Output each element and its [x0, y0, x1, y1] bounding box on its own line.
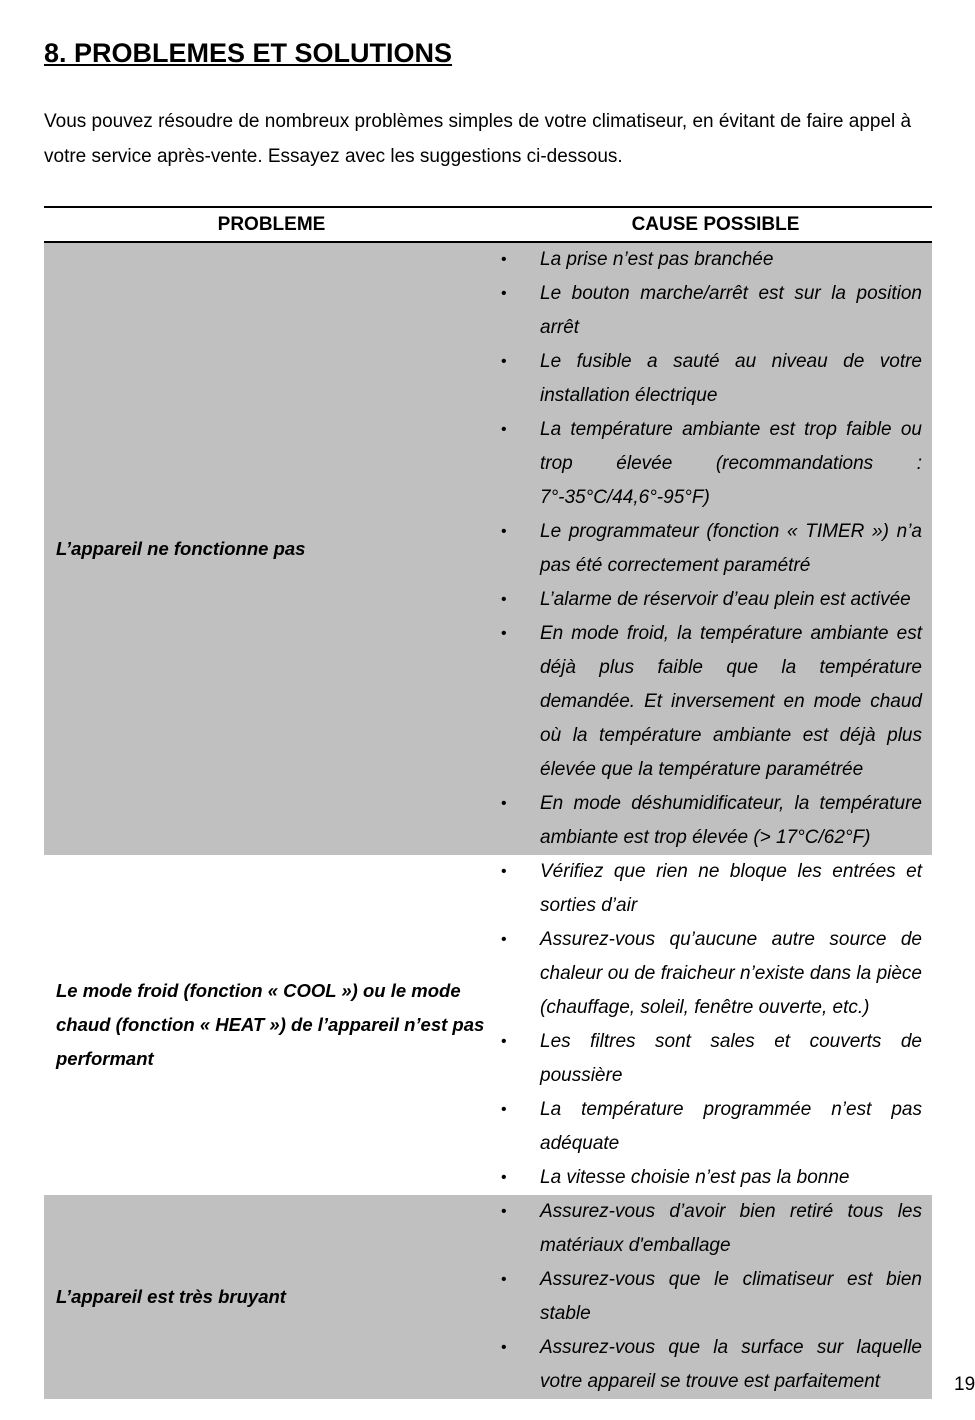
cause-text: En mode froid, la température ambiante est déjà plus faible que la température demandée. Et inversement en mode chaud où la température ambiante est déjà plus élevée que la température paramétrée: [540, 623, 922, 780]
table-row: [44, 855, 932, 1195]
cause-item: [499, 1263, 922, 1331]
bullet-icon: •: [501, 1203, 507, 1220]
cause-text: Le fusible a sauté au niveau de votre installation électrique: [540, 351, 922, 406]
bullet-icon: •: [501, 1033, 507, 1050]
cause-text: La prise n’est pas branchée: [540, 249, 774, 270]
cause-item: [499, 1161, 922, 1195]
problem-cell: L’appareil ne fonctionne pas: [44, 242, 499, 855]
bullet-icon: •: [501, 863, 507, 880]
cause-item: [499, 1331, 922, 1399]
bullet-icon: •: [501, 1101, 507, 1118]
cause-text: Vérifiez que rien ne bloque les entrées et sorties d’air: [540, 861, 922, 916]
cause-item: [499, 617, 922, 787]
table-row: [44, 242, 932, 855]
table-header-row: [44, 207, 932, 242]
bullet-icon: •: [501, 353, 507, 370]
troubleshooting-table: [44, 206, 932, 1399]
cause-text: La température programmée n’est pas adéquate: [540, 1099, 922, 1154]
cause-item: [499, 855, 922, 923]
problem-cell: L’appareil est très bruyant: [44, 1195, 499, 1399]
cause-text: Le programmateur (fonction « TIMER ») n’a pas été correctement paramétré: [540, 521, 922, 576]
cause-item: [499, 515, 922, 583]
bullet-icon: •: [501, 1339, 507, 1356]
cause-item: [499, 1025, 922, 1093]
cause-item: [499, 787, 922, 855]
cause-text: L’alarme de réservoir d’eau plein est activée: [540, 589, 911, 610]
bullet-icon: •: [501, 931, 507, 948]
section-title: 8. PROBLEMES ET SOLUTIONS: [44, 38, 453, 68]
cause-text: La température ambiante est trop faible ou trop élevée (recommandations : 7°-35°C/44,6°-95°F): [540, 419, 922, 508]
causes-cell: [499, 242, 932, 855]
causes-cell: [499, 855, 932, 1195]
intro-paragraph: Vous pouvez résoudre de nombreux problèmes simples de votre climatiseur, en évitant de faire appel à votre service après-vente. Essayez avec les suggestions ci-dessous.: [44, 111, 912, 167]
cause-text: Assurez-vous que le climatiseur est bien stable: [540, 1269, 922, 1324]
bullet-icon: •: [501, 1169, 507, 1186]
bullet-icon: •: [501, 421, 507, 438]
cause-text: La vitesse choisie n’est pas la bonne: [540, 1167, 850, 1188]
bullet-icon: •: [501, 523, 507, 540]
bullet-icon: •: [501, 625, 507, 642]
bullet-icon: •: [501, 1271, 507, 1288]
cause-item: [499, 243, 922, 277]
cause-item: [499, 1195, 922, 1263]
cause-text: Assurez-vous que la surface sur laquelle votre appareil se trouve est parfaitement: [540, 1337, 922, 1392]
bullet-icon: •: [501, 591, 507, 608]
cause-text: Le bouton marche/arrêt est sur la position arrêt: [540, 283, 922, 338]
header-cause-possible: CAUSE POSSIBLE: [499, 207, 932, 242]
cause-item: [499, 413, 922, 515]
cause-list: [499, 243, 922, 855]
problem-cell: Le mode froid (fonction « COOL ») ou le mode chaud (fonction « HEAT ») de l’appareil n’est pas performant: [44, 855, 499, 1195]
bullet-icon: •: [501, 251, 507, 268]
cause-text: Les filtres sont sales et couverts de poussière: [540, 1031, 922, 1086]
table-row: [44, 1195, 932, 1399]
cause-item: [499, 345, 922, 413]
cause-text: En mode déshumidificateur, la température ambiante est trop élevée (> 17°C/62°F): [540, 793, 922, 848]
cause-item: [499, 1093, 922, 1161]
cause-text: Assurez-vous d’avoir bien retiré tous les matériaux d'emballage: [540, 1201, 922, 1256]
bullet-icon: •: [501, 795, 507, 812]
cause-item: [499, 277, 922, 345]
cause-list: [499, 1195, 922, 1399]
cause-list: [499, 855, 922, 1195]
header-probleme: PROBLEME: [44, 207, 499, 242]
cause-item: [499, 583, 922, 617]
cause-item: [499, 923, 922, 1025]
page-number: 19: [954, 1374, 975, 1395]
cause-text: Assurez-vous qu’aucune autre source de chaleur ou de fraicheur n’existe dans la pièce (chauffage, soleil, fenêtre ouverte, etc.): [540, 929, 922, 1018]
bullet-icon: •: [501, 285, 507, 302]
causes-cell: [499, 1195, 932, 1399]
